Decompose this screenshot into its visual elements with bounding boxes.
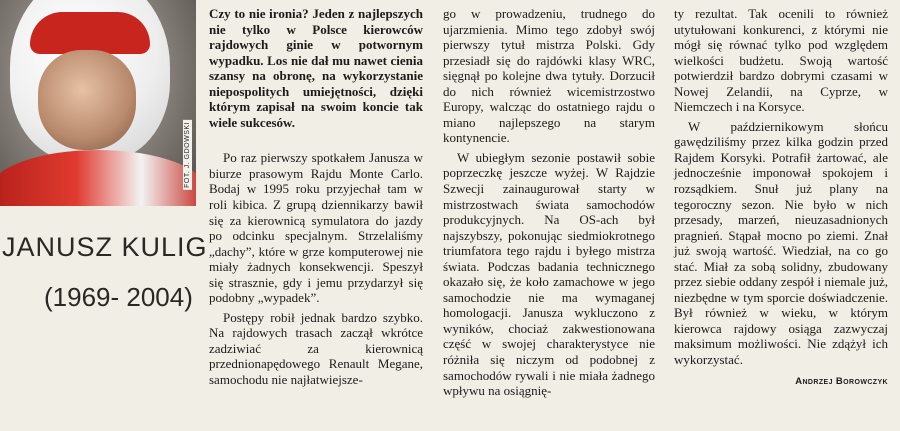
photo-credit: FOT. J. GDOWSKI [184,122,191,188]
body-paragraph: Postępy robił jednak bardzo szybko. Na rajdowych trasach zaczął wkrótce zadziwiać za kierownicą przednionapędowego Renault Megane, samochodu nie najłatwiejsze- [209,309,423,388]
article-title-years: (1969- 2004) [44,282,193,312]
portrait-photo [0,0,196,206]
body-paragraph: Po raz pierwszy spotkałem Janusza w biurze prasowym Rajdu Monte Carlo. Bodaj w 1995 roku przyjechał tam w roli kibica. Z grupą dziennikarzy bawił się za kierownicą symulatora do jazdy po odcinku specjalnym. Strzelaliśmy „dachy”, które w grze komputerowej nie miały żadnych konsekwencji. Speszył się strasznie, gdy i jemu przydarzył się podobny „wypadek”. [209,150,423,306]
author-byline: Andrzej Borowczyk [795,375,888,387]
article-column-1 [209,6,423,388]
body-paragraph: ty rezultat. Tak ocenili to również utytułowani konkurenci, z którymi nie mógł się równać tylko pod względem wielkości budżetu. Swoją wartość potwierdził bardzo dobrymi czasami w Nowej Zelandii, na Cyprze, w Niemczech i na Korsyce. [674,6,888,115]
article-column-3 [674,6,888,389]
lead-paragraph: Czy to nie ironia? Jeden z najlepszych nie tylko w Polsce kierowców rajdowych ginie w potwornym wypadku. Los nie dał mu nawet cienia szansy na obronę, na wykorzystanie niepospolitych umiejętności, dzięki którym zapisał na swoim koncie tak wiele sukcesów. [209,6,423,130]
racing-suit-shape [0,150,196,206]
face-shape [38,50,136,150]
body-paragraph: go w prowadzeniu, trudnego do ujarzmienia. Mimo tego zdobył swój pierwszy tytuł mistrza Polski. Gdy przesiadł się do rajdówki klasy WRC, sięgnął po kolejne dwa tytuły. Dorzucił do nich również wicemistrzostwo Europy, walcząc do ostatniego rajdu o miano najlepszego na starym kontynencie. [443,6,655,146]
body-paragraph: W ubiegłym sezonie postawił sobie poprzeczkę jeszcze wyżej. W Rajdzie Szwecji zainaugurował starty w mistrzostwach świata samochodów produkcyjnych. Na OS-ach był najszybszy, pokonując siedmiokrotnego triumfatora tego rajdu i byłego mistrza świata. Podczas badania technicznego okazało się, że koło zamachowe w jego samochodzie nie ma wymaganej homologacji. Janusza wykluczono z wyników, chociaż zakwestionowana część w swojej charakterystyce nie różniła się niczym od podobnej z samochodów rywali i nie miała żadnego wpływu na osiągnię- [443,149,655,399]
body-paragraph: W październikowym słońcu gawędziliśmy przez kilka godzin przed Rajdem Korsyki. Potrafił żartować, ale jednocześnie imponował spokojem i rozsądkiem. Snuł już plany na tegoroczny sezon. Nie było w nich przesady, marzeń, nieuzasadnionych pragnień. Stąpał mocno po ziemi. Znał już swoją wartość. Wiedział, na co go stać. Miał za sobą solidny, zbudowany przez siebie oddany zespół i niemale już, niezbędne w tym sporcie doświadczenie. Był również w wieku, w którym kierowca rajdowy osiąga zazwyczaj maksimum możliwości. Nie zdążył ich wykorzystać. [674,118,888,368]
article-column-2 [443,6,655,399]
article-title-name: JANUSZ KULIG [2,232,208,262]
helmet-visor-shape [30,12,150,54]
